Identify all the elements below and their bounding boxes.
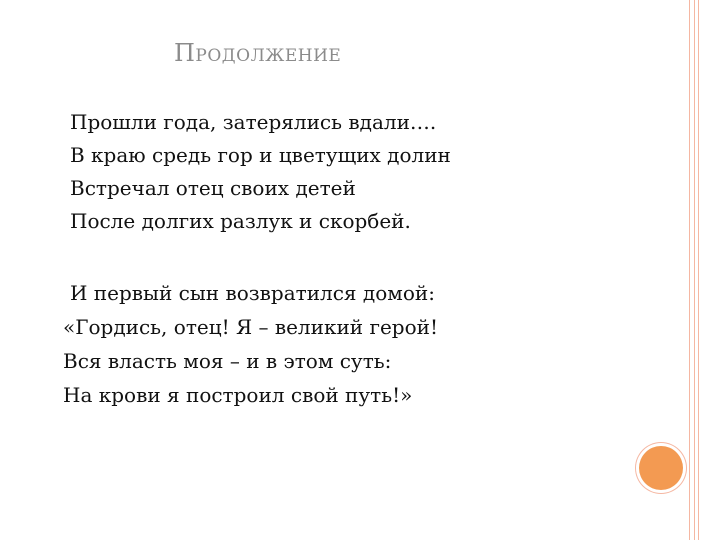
right-border-line [698,0,699,540]
slide-title: Продолжение [174,39,342,67]
right-border-line [689,0,690,540]
poem-line: Встречал отец своих детей [70,176,356,200]
poem-line: Прошли года, затерялись вдали…. [70,110,437,134]
right-border-line [694,0,695,540]
poem-line: «Гордись, отец! Я – великий герой! [63,315,439,339]
poem-line: Вся власть моя – и в этом суть: [63,349,392,373]
poem-line: На крови я построил свой путь!» [63,383,413,407]
poem-line: После долгих разлук и скорбей. [70,209,411,233]
poem-line: В краю средь гор и цветущих долин [70,143,451,167]
decorative-circle-icon [639,446,683,490]
poem-line: И первый сын возвратился домой: [70,281,435,305]
